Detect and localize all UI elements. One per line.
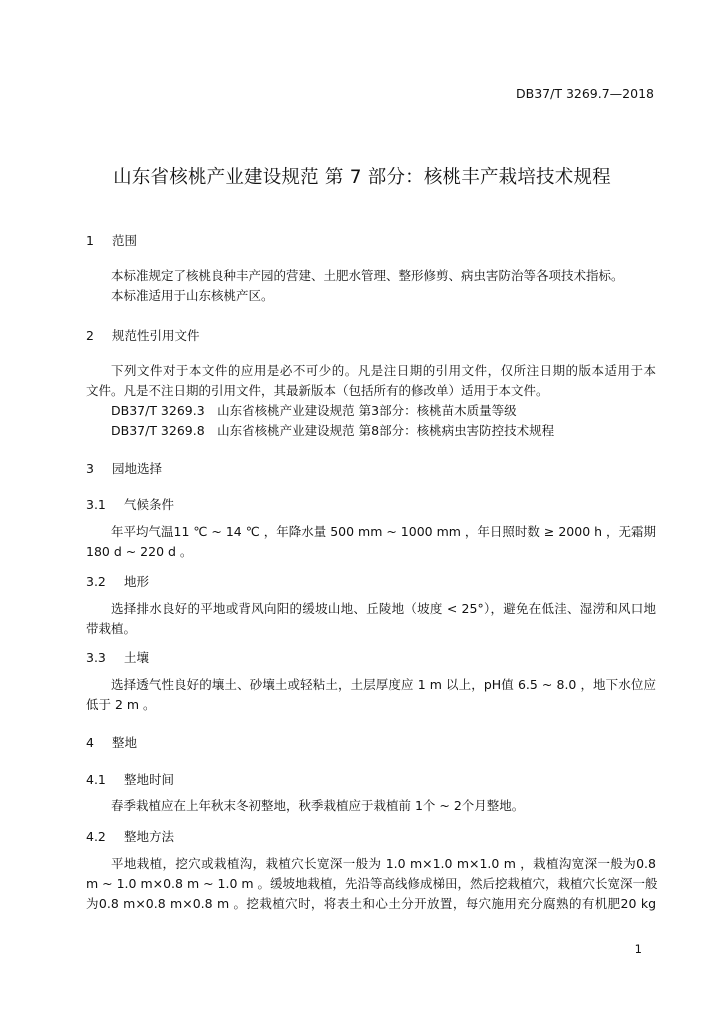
paragraph-line: 带栽植。 (86, 621, 137, 636)
subsection-heading-3-3 (86, 648, 149, 666)
paragraph-line: 年平均气温11 ℃ ~ 14 ℃ ，年降水量 500 mm ~ 1000 mm ，年日照时数 ≥ 2000 h ，无霜期 (111, 524, 657, 539)
subsection-heading-4-2 (86, 827, 174, 845)
subsection-3-3-body (86, 675, 656, 715)
section-title: 园地选择 (111, 461, 162, 476)
paragraph-line: 选择排水良好的平地或背风向阳的缓坡山地、丘陵地（坡度 < 25°），避免在低洼、湿涝和风口地 (111, 601, 656, 616)
subsection-4-2-body (86, 854, 656, 914)
paragraph-line: 选择透气性良好的壤土、砂壤土或轻粘土，土层厚度应 1 m 以上，pH值 6.5 ~ 8.0 ，地下水位应 (111, 677, 656, 692)
section-number: 4.1 (86, 772, 106, 787)
paragraph-line: 低于 2 m 。 (86, 697, 156, 712)
section-heading-3 (86, 459, 162, 477)
paragraph-line: 180 d ~ 220 d 。 (86, 544, 193, 559)
subsection-heading-4-1 (86, 770, 174, 788)
paragraph-line: 平地栽植，挖穴或栽植沟，栽植穴长宽深一般为 1.0 m×1.0 m×1.0 m ，栽植沟宽深一般为0.8 (111, 856, 656, 871)
section-number: 3.3 (86, 650, 106, 665)
section-title: 气候条件 (123, 497, 174, 512)
section-title: 整地时间 (123, 772, 174, 787)
subsection-3-2-body (86, 599, 656, 639)
document-title: 山东省核桃产业建设规范 第 7 部分：核桃丰产栽培技术规程 (113, 167, 611, 188)
section-title: 范围 (111, 233, 137, 248)
paragraph-line: m ~ 1.0 m×0.8 m ~ 1.0 m 。缓坡地栽植，先沿等高线修成梯田，然后挖栽植穴，栽植穴长宽深一般 (86, 876, 658, 891)
section-heading-1 (86, 231, 137, 249)
standard-code: DB37/T 3269.7—2018 (516, 86, 654, 101)
section-title: 土壤 (123, 650, 149, 665)
paragraph-line: 文件。凡是不注日期的引用文件，其最新版本（包括所有的修改单）适用于本文件。 (86, 383, 549, 398)
section-number: 3.1 (86, 497, 106, 512)
section-number: 4 (86, 735, 94, 750)
page-number: 1 (634, 942, 642, 956)
section-2-body (86, 361, 656, 441)
subsection-heading-3-1 (86, 495, 174, 513)
paragraph-line: 本标准适用于山东核桃产区。 (111, 288, 274, 303)
paragraph-line: 春季栽植应在上年秋末冬初整地，秋季栽植应于栽植前 1个 ~ 2个月整地。 (111, 798, 525, 813)
paragraph-line: 为0.8 m×0.8 m×0.8 m 。挖栽植穴时，将表土和心土分开放置，每穴施用充分腐熟的有机肥20 kg (86, 896, 656, 911)
section-heading-4 (86, 733, 137, 751)
section-number: 2 (86, 328, 94, 343)
section-number: 1 (86, 233, 94, 248)
section-heading-2 (86, 326, 200, 344)
paragraph-line: 下列文件对于本文件的应用是必不可少的。凡是注日期的引用文件，仅所注日期的版本适用于本 (111, 363, 656, 378)
section-1-body (86, 266, 656, 306)
subsection-3-1-body (86, 522, 656, 562)
section-number: 3 (86, 461, 94, 476)
subsection-4-1-body (86, 796, 656, 816)
section-title: 地形 (123, 574, 149, 589)
section-title: 整地方法 (123, 829, 174, 844)
reference-item: DB37/T 3269.8 山东省核桃产业建设规范 第8部分：核桃病虫害防控技术规程 (111, 423, 555, 438)
section-number: 3.2 (86, 574, 106, 589)
paragraph-line: 本标准规定了核桃良种丰产园的营建、土肥水管理、整形修剪、病虫害防治等各项技术指标。 (111, 268, 624, 283)
section-number: 4.2 (86, 829, 106, 844)
section-title: 规范性引用文件 (111, 328, 200, 343)
reference-item: DB37/T 3269.3 山东省核桃产业建设规范 第3部分：核桃苗木质量等级 (111, 403, 517, 418)
section-title: 整地 (111, 735, 137, 750)
subsection-heading-3-2 (86, 572, 149, 590)
